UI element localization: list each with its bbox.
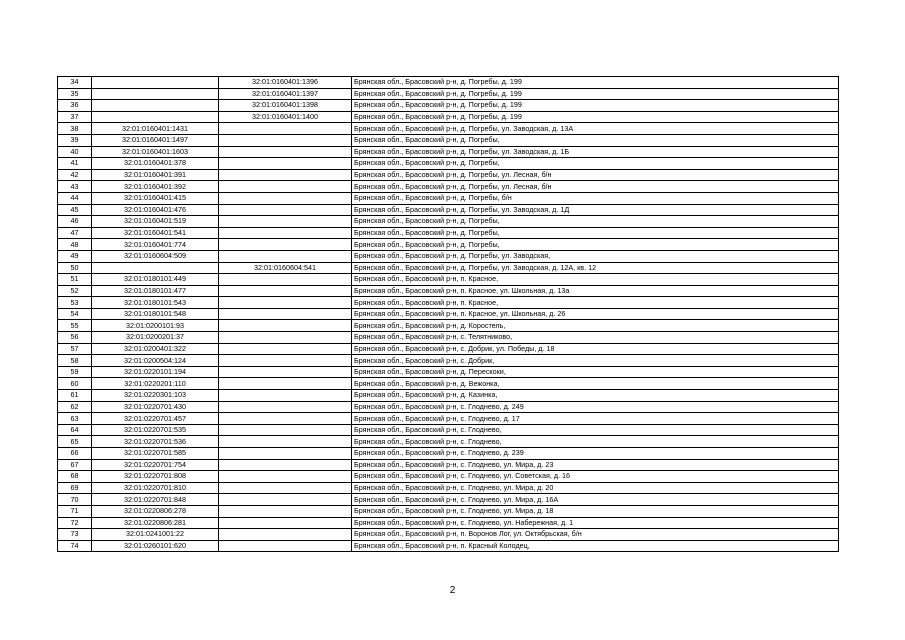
row-number: 71 — [58, 505, 92, 517]
parcel-cadastral-number: 32:01:0200504:124 — [92, 355, 219, 367]
address-cell: Брянская обл., Брасовский р-н, д. Погребы, — [352, 158, 839, 170]
parcel-cadastral-number — [92, 88, 219, 100]
table-row — [58, 355, 839, 367]
building-cadastral-number — [219, 390, 352, 402]
building-cadastral-number — [219, 181, 352, 193]
table-row — [58, 517, 839, 529]
table-row — [58, 100, 839, 112]
parcel-cadastral-number: 32:01:0220701:848 — [92, 494, 219, 506]
building-cadastral-number — [219, 274, 352, 286]
parcel-cadastral-number: 32:01:0200201:37 — [92, 332, 219, 344]
table-row — [58, 366, 839, 378]
address-cell: Брянская обл., Брасовский р-н, д. Погребы, ул. Заводская, — [352, 250, 839, 262]
building-cadastral-number — [219, 378, 352, 390]
table-row — [58, 169, 839, 181]
building-cadastral-number: 32:01:0160401:1397 — [219, 88, 352, 100]
parcel-cadastral-number: 32:01:0160401:476 — [92, 204, 219, 216]
address-cell: Брянская обл., Брасовский р-н, с. Глоднево, д. 17 — [352, 413, 839, 425]
building-cadastral-number — [219, 505, 352, 517]
cadastral-registry-table — [57, 76, 839, 552]
parcel-cadastral-number: 32:01:0200101:93 — [92, 320, 219, 332]
parcel-cadastral-number: 32:01:0220201:110 — [92, 378, 219, 390]
row-number: 54 — [58, 308, 92, 320]
table-row — [58, 204, 839, 216]
address-cell: Брянская обл., Брасовский р-н, п. Воронов Лог, ул. Октябрьская, б/н — [352, 529, 839, 541]
parcel-cadastral-number: 32:01:0220701:754 — [92, 459, 219, 471]
table-row — [58, 250, 839, 262]
table-row — [58, 297, 839, 309]
address-cell: Брянская обл., Брасовский р-н, п. Красный Колодец, — [352, 540, 839, 552]
address-cell: Брянская обл., Брасовский р-н, с. Глоднево, д. 239 — [352, 448, 839, 460]
building-cadastral-number — [219, 297, 352, 309]
parcel-cadastral-number: 32:01:0220301:103 — [92, 390, 219, 402]
row-number: 52 — [58, 285, 92, 297]
parcel-cadastral-number: 32:01:0220101:194 — [92, 366, 219, 378]
address-cell: Брянская обл., Брасовский р-н, д. Погребы, д. 199 — [352, 111, 839, 123]
row-number: 65 — [58, 436, 92, 448]
table-row — [58, 332, 839, 344]
table-row — [58, 134, 839, 146]
row-number: 39 — [58, 134, 92, 146]
address-cell: Брянская обл., Брасовский р-н, с. Телятниково, — [352, 332, 839, 344]
parcel-cadastral-number: 32:01:0160401:415 — [92, 192, 219, 204]
row-number: 64 — [58, 424, 92, 436]
building-cadastral-number — [219, 517, 352, 529]
parcel-cadastral-number: 32:01:0160401:378 — [92, 158, 219, 170]
address-cell: Брянская обл., Брасовский р-н, с. Глоднево, ул. Мира, д. 20 — [352, 482, 839, 494]
parcel-cadastral-number: 32:01:0160401:391 — [92, 169, 219, 181]
address-cell: Брянская обл., Брасовский р-н, п. Красное, ул. Школьная, д. 13а — [352, 285, 839, 297]
parcel-cadastral-number — [92, 262, 219, 274]
building-cadastral-number — [219, 204, 352, 216]
address-cell: Брянская обл., Брасовский р-н, д. Погребы, ул. Заводская, д. 12А, кв. 12 — [352, 262, 839, 274]
row-number: 37 — [58, 111, 92, 123]
row-number: 38 — [58, 123, 92, 135]
parcel-cadastral-number: 32:01:0220701:808 — [92, 471, 219, 483]
building-cadastral-number — [219, 239, 352, 251]
row-number: 53 — [58, 297, 92, 309]
building-cadastral-number: 32:01:0160401:1396 — [219, 77, 352, 89]
address-cell: Брянская обл., Брасовский р-н, д. Погребы, д. 199 — [352, 77, 839, 89]
building-cadastral-number — [219, 366, 352, 378]
parcel-cadastral-number: 32:01:0220806:278 — [92, 505, 219, 517]
table-row — [58, 88, 839, 100]
building-cadastral-number — [219, 308, 352, 320]
table-row — [58, 274, 839, 286]
row-number: 57 — [58, 343, 92, 355]
parcel-cadastral-number — [92, 100, 219, 112]
address-cell: Брянская обл., Брасовский р-н, д. Казинка, — [352, 390, 839, 402]
row-number: 51 — [58, 274, 92, 286]
table-row — [58, 320, 839, 332]
parcel-cadastral-number: 32:01:0220806:281 — [92, 517, 219, 529]
building-cadastral-number — [219, 401, 352, 413]
address-cell: Брянская обл., Брасовский р-н, д. Погребы, ул. Заводская, д. 13А — [352, 123, 839, 135]
row-number: 74 — [58, 540, 92, 552]
address-cell: Брянская обл., Брасовский р-н, д. Вежонка, — [352, 378, 839, 390]
parcel-cadastral-number: 32:01:0160401:1431 — [92, 123, 219, 135]
row-number: 69 — [58, 482, 92, 494]
row-number: 48 — [58, 239, 92, 251]
table-row — [58, 77, 839, 89]
building-cadastral-number — [219, 494, 352, 506]
address-cell: Брянская обл., Брасовский р-н, д. Погребы, — [352, 227, 839, 239]
row-number: 55 — [58, 320, 92, 332]
parcel-cadastral-number: 32:01:0220701:430 — [92, 401, 219, 413]
row-number: 67 — [58, 459, 92, 471]
table-row — [58, 181, 839, 193]
address-cell: Брянская обл., Брасовский р-н, с. Глоднево, ул. Мира, д. 18 — [352, 505, 839, 517]
parcel-cadastral-number: 32:01:0180101:477 — [92, 285, 219, 297]
table-row — [58, 146, 839, 158]
address-cell: Брянская обл., Брасовский р-н, с. Добрик, ул. Победы, д. 18 — [352, 343, 839, 355]
building-cadastral-number — [219, 216, 352, 228]
parcel-cadastral-number: 32:01:0160604:509 — [92, 250, 219, 262]
table-row — [58, 343, 839, 355]
address-cell: Брянская обл., Брасовский р-н, п. Красное, ул. Школьная, д. 26 — [352, 308, 839, 320]
table-row — [58, 529, 839, 541]
table-row — [58, 424, 839, 436]
table-row — [58, 192, 839, 204]
parcel-cadastral-number: 32:01:0160401:541 — [92, 227, 219, 239]
row-number: 59 — [58, 366, 92, 378]
building-cadastral-number — [219, 355, 352, 367]
parcel-cadastral-number: 32:01:0220701:810 — [92, 482, 219, 494]
address-cell: Брянская обл., Брасовский р-н, д. Погребы, — [352, 239, 839, 251]
building-cadastral-number — [219, 285, 352, 297]
address-cell: Брянская обл., Брасовский р-н, с. Глоднево, — [352, 436, 839, 448]
table-row — [58, 111, 839, 123]
table-row — [58, 471, 839, 483]
row-number: 72 — [58, 517, 92, 529]
row-number: 60 — [58, 378, 92, 390]
parcel-cadastral-number: 32:01:0160401:1497 — [92, 134, 219, 146]
parcel-cadastral-number: 32:01:0220701:585 — [92, 448, 219, 460]
row-number: 46 — [58, 216, 92, 228]
building-cadastral-number — [219, 158, 352, 170]
table-row — [58, 448, 839, 460]
parcel-cadastral-number — [92, 77, 219, 89]
row-number: 73 — [58, 529, 92, 541]
parcel-cadastral-number: 32:01:0260101:620 — [92, 540, 219, 552]
building-cadastral-number — [219, 529, 352, 541]
parcel-cadastral-number: 32:01:0160401:392 — [92, 181, 219, 193]
table-row — [58, 494, 839, 506]
building-cadastral-number: 32:01:0160401:1400 — [219, 111, 352, 123]
address-cell: Брянская обл., Брасовский р-н, д. Погребы, б/н — [352, 192, 839, 204]
address-cell: Брянская обл., Брасовский р-н, с. Глоднево, ул. Мира, д. 23 — [352, 459, 839, 471]
address-cell: Брянская обл., Брасовский р-н, с. Глоднево, ул. Советская, д. 16 — [352, 471, 839, 483]
building-cadastral-number — [219, 169, 352, 181]
building-cadastral-number — [219, 448, 352, 460]
row-number: 66 — [58, 448, 92, 460]
building-cadastral-number — [219, 413, 352, 425]
table-row — [58, 378, 839, 390]
row-number: 47 — [58, 227, 92, 239]
address-cell: Брянская обл., Брасовский р-н, д. Погребы, ул. Лесная, б/н — [352, 169, 839, 181]
building-cadastral-number: 32:01:0160604:541 — [219, 262, 352, 274]
building-cadastral-number — [219, 459, 352, 471]
address-cell: Брянская обл., Брасовский р-н, п. Красное, — [352, 274, 839, 286]
building-cadastral-number — [219, 320, 352, 332]
parcel-cadastral-number: 32:01:0220701:457 — [92, 413, 219, 425]
table-row — [58, 123, 839, 135]
parcel-cadastral-number: 32:01:0180101:548 — [92, 308, 219, 320]
registry-table-body — [58, 77, 839, 552]
parcel-cadastral-number: 32:01:0160401:774 — [92, 239, 219, 251]
building-cadastral-number — [219, 123, 352, 135]
address-cell: Брянская обл., Брасовский р-н, д. Погребы, д. 199 — [352, 88, 839, 100]
table-row — [58, 227, 839, 239]
row-number: 58 — [58, 355, 92, 367]
table-row — [58, 390, 839, 402]
row-number: 49 — [58, 250, 92, 262]
table-row — [58, 216, 839, 228]
address-cell: Брянская обл., Брасовский р-н, д. Погребы, ул. Лесная, б/н — [352, 181, 839, 193]
parcel-cadastral-number: 32:01:0220701:536 — [92, 436, 219, 448]
address-cell: Брянская обл., Брасовский р-н, д. Погребы, ул. Заводская, д. 1Б — [352, 146, 839, 158]
page-number: 2 — [449, 585, 456, 596]
table-row — [58, 401, 839, 413]
row-number: 56 — [58, 332, 92, 344]
row-number: 42 — [58, 169, 92, 181]
row-number: 70 — [58, 494, 92, 506]
parcel-cadastral-number: 32:01:0241001:22 — [92, 529, 219, 541]
table-row — [58, 505, 839, 517]
row-number: 62 — [58, 401, 92, 413]
row-number: 35 — [58, 88, 92, 100]
building-cadastral-number — [219, 482, 352, 494]
building-cadastral-number — [219, 192, 352, 204]
row-number: 36 — [58, 100, 92, 112]
parcel-cadastral-number: 32:01:0160401:1603 — [92, 146, 219, 158]
row-number: 44 — [58, 192, 92, 204]
parcel-cadastral-number: 32:01:0200401:322 — [92, 343, 219, 355]
row-number: 41 — [58, 158, 92, 170]
address-cell: Брянская обл., Брасовский р-н, д. Перескоки, — [352, 366, 839, 378]
row-number: 61 — [58, 390, 92, 402]
row-number: 63 — [58, 413, 92, 425]
address-cell: Брянская обл., Брасовский р-н, с. Глоднево, — [352, 424, 839, 436]
table-row — [58, 158, 839, 170]
address-cell: Брянская обл., Брасовский р-н, с. Глоднево, ул. Набережная, д. 1 — [352, 517, 839, 529]
table-row — [58, 308, 839, 320]
building-cadastral-number: 32:01:0160401:1398 — [219, 100, 352, 112]
row-number: 45 — [58, 204, 92, 216]
building-cadastral-number — [219, 250, 352, 262]
parcel-cadastral-number — [92, 111, 219, 123]
address-cell: Брянская обл., Брасовский р-н, д. Погребы, д. 199 — [352, 100, 839, 112]
table-row — [58, 436, 839, 448]
building-cadastral-number — [219, 424, 352, 436]
table-row — [58, 413, 839, 425]
building-cadastral-number — [219, 540, 352, 552]
row-number: 40 — [58, 146, 92, 158]
building-cadastral-number — [219, 134, 352, 146]
table-row — [58, 482, 839, 494]
row-number: 68 — [58, 471, 92, 483]
building-cadastral-number — [219, 146, 352, 158]
address-cell: Брянская обл., Брасовский р-н, с. Добрик, — [352, 355, 839, 367]
parcel-cadastral-number: 32:01:0160401:519 — [92, 216, 219, 228]
table-row — [58, 285, 839, 297]
address-cell: Брянская обл., Брасовский р-н, д. Погребы, — [352, 134, 839, 146]
address-cell: Брянская обл., Брасовский р-н, с. Глоднево, ул. Мира, д. 16А — [352, 494, 839, 506]
row-number: 50 — [58, 262, 92, 274]
table-row — [58, 459, 839, 471]
address-cell: Брянская обл., Брасовский р-н, п. Красное, — [352, 297, 839, 309]
parcel-cadastral-number: 32:01:0180101:543 — [92, 297, 219, 309]
table-row — [58, 262, 839, 274]
address-cell: Брянская обл., Брасовский р-н, д. Погребы, — [352, 216, 839, 228]
building-cadastral-number — [219, 332, 352, 344]
address-cell: Брянская обл., Брасовский р-н, д. Погребы, ул. Заводская, д. 1Д — [352, 204, 839, 216]
building-cadastral-number — [219, 227, 352, 239]
building-cadastral-number — [219, 471, 352, 483]
row-number: 34 — [58, 77, 92, 89]
parcel-cadastral-number: 32:01:0220701:535 — [92, 424, 219, 436]
parcel-cadastral-number: 32:01:0180101:449 — [92, 274, 219, 286]
table-row — [58, 540, 839, 552]
row-number: 43 — [58, 181, 92, 193]
building-cadastral-number — [219, 343, 352, 355]
address-cell: Брянская обл., Брасовский р-н, д. Коростель, — [352, 320, 839, 332]
address-cell: Брянская обл., Брасовский р-н, с. Глоднево, д. 249 — [352, 401, 839, 413]
building-cadastral-number — [219, 436, 352, 448]
table-row — [58, 239, 839, 251]
